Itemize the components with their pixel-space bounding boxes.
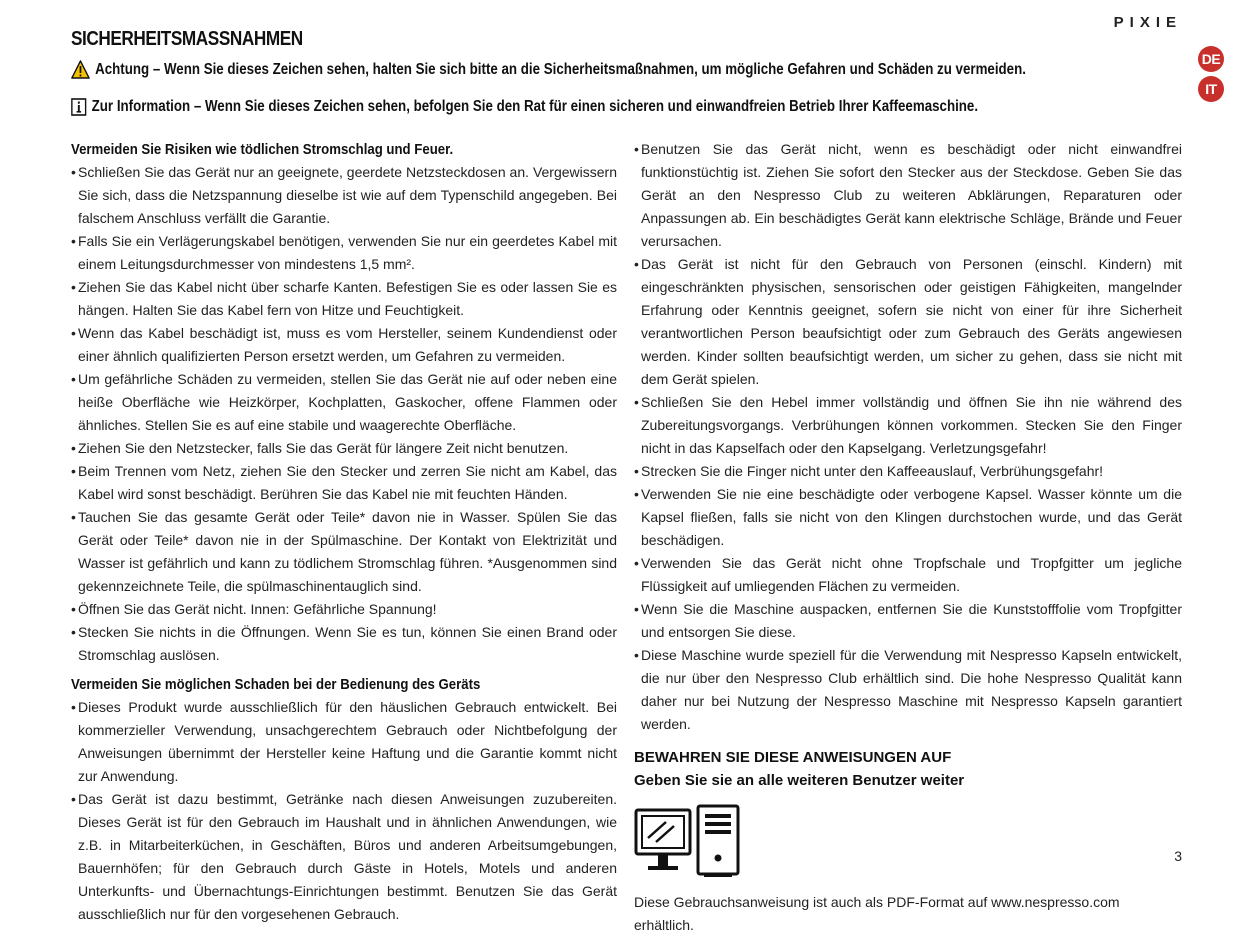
list-item: • Um gefährliche Schäden zu vermeiden, stellen Sie das Gerät nie auf oder neben eine heiße Oberfläche wie Heizkörper, Kochplatten, Gaskocher, offene Flammen oder ähnliches. Stellen Sie es auf eine stabile und waagerechte Oberfläche.	[71, 368, 617, 437]
left-column	[71, 138, 617, 926]
list-item: • Verwenden Sie nie eine beschädigte oder verbogene Kapsel. Wasser könnte um die Kapsel fließen, falls sie nicht von den Klingen durchstochen wurde, und das Gerät beschädigen.	[634, 483, 1182, 552]
language-badge-de: DE	[1198, 46, 1224, 72]
damage-list	[71, 696, 617, 926]
warning-notice	[71, 60, 1026, 79]
list-item: • Stecken Sie nichts in die Öffnungen. Wenn Sie es tun, können Sie einen Brand oder Stromschlag auslösen.	[71, 621, 617, 667]
list-item: • Diese Maschine wurde speziell für die Verwendung mit Nespresso Kapseln entwickelt, die nur über den Nespresso Club erhältlich sind. Die hohe Nespresso Qualität kann daher nur bei Nutzung der Nespresso Maschine mit Nespresso Kapseln garantiert werden.	[634, 644, 1182, 736]
list-item: • Ziehen Sie das Kabel nicht über scharfe Kanten. Befestigen Sie es oder lassen Sie es hängen. Halten Sie das Kabel fern von Hitze und Feuchtigkeit.	[71, 276, 617, 322]
info-icon	[71, 98, 86, 116]
risk-list	[71, 161, 617, 667]
usage-list	[634, 138, 1182, 736]
page-title: SICHERHEITSMASSNAHMEN	[71, 28, 303, 50]
keep-instructions	[634, 746, 1182, 792]
language-badge-it: IT	[1198, 76, 1224, 102]
pdf-availability-note: Diese Gebrauchsanweisung ist auch als PDF-Format auf www.nespresso.com erhältlich.	[634, 894, 1120, 933]
list-item: • Das Gerät ist dazu bestimmt, Getränke nach diesen Anweisungen zuzubereiten. Dieses Gerät ist für den Gebrauch im Haushalt und in ähnlichen Anwendungen, wie z.B. in Mitarbeiterküchen, in Geschäften, Büros und anderen Arbeitsumgebungen, Bauernhöfen; für den Gebrauch durch Gäste in Hotels, Motels und anderen Unterkunfts- und Übernachtungs-Einrichtungen bestimmt. Benutzen Sie das Gerät ausschließlich nur für den vorgesehenen Gebrauch.	[71, 788, 617, 926]
section-heading-risks: Vermeiden Sie Risiken wie tödlichen Stromschlag und Feuer.	[71, 141, 454, 158]
warning-icon	[71, 60, 90, 79]
info-notice-text: Zur Information – Wenn Sie dieses Zeichen sehen, befolgen Sie den Rat für einen sicheren und einwandfreien Betrieb Ihrer Kaffeemaschine.	[91, 98, 979, 115]
list-item: • Benutzen Sie das Gerät nicht, wenn es beschädigt oder nicht einwandfrei funktionstüchtig ist. Ziehen Sie sofort den Stecker aus der Steckdose. Geben Sie das Gerät an den Nespresso Club zu weiteren Abklärungen, Reparaturen oder Anpassungen ab. Ein beschädigtes Gerät kann elektrische Schläge, Brände und Feuer verursachen.	[634, 138, 1182, 253]
brand-logo: PIXIE	[1113, 14, 1182, 31]
list-item: • Falls Sie ein Verlägerungskabel benötigen, verwenden Sie nur ein geerdetes Kabel mit einem Leitungsdurchmesser von mindestens 1,5 mm².	[71, 230, 617, 276]
list-item: • Schließen Sie das Gerät nur an geeignete, geerdete Netzsteckdosen an. Vergewissern Sie sich, dass die Netzspannung dieselbe ist wie auf dem Typenschild angegeben. Bei falschem Anschluss verfällt die Garantie.	[71, 161, 617, 230]
list-item: • Ziehen Sie den Netzstecker, falls Sie das Gerät für längere Zeit nicht benutzen.	[71, 437, 617, 460]
warning-notice-text: Achtung – Wenn Sie dieses Zeichen sehen, halten Sie sich bitte an die Sicherheitsmaßnahmen, um mögliche Gefahren und Schäden zu vermeiden.	[95, 60, 1026, 78]
list-item: • Beim Trennen vom Netz, ziehen Sie den Stecker und zerren Sie nicht am Kabel, das Kabel wird sonst beschädigt. Berühren Sie das Kabel nie mit feuchten Händen.	[71, 460, 617, 506]
list-item: • Wenn Sie die Maschine auspacken, entfernen Sie die Kunststofffolie vom Tropfgitter und entsorgen Sie diese.	[634, 598, 1182, 644]
list-item: • Tauchen Sie das gesamte Gerät oder Teile* davon nie in Wasser. Spülen Sie das Gerät oder Teile* davon nie in der Spülmaschine. Der Kontakt von Elektrizität und Wasser ist gefährlich und kann zu tödlichem Stromschlag führen. *Ausgenommen sind gekennzeichnete Teile, die spülmaschinentauglich sind.	[71, 506, 617, 598]
list-item: • Dieses Produkt wurde ausschließlich für den häuslichen Gebrauch entwickelt. Bei kommerzieller Verwendung, unsachgerechtem Gebrauch oder Nichtbefolgung der Anweisungen übernimmt der Hersteller keine Haftung und die Garantie kommt nicht zur Anwendung.	[71, 696, 617, 788]
list-item: • Das Gerät ist nicht für den Gebrauch von Personen (einschl. Kindern) mit eingeschränkten physischen, sensorischen oder geistigen Fähigkeiten, mangelnder Erfahrung oder Kenntnis geeignet, sofern sie nicht von einer für ihre Sicherheit verantwortlichen Person beaufsichtigt oder zum Gebrauch des Geräts angewiesen werden. Kinder sollten beaufsichtigt werden, um sicher zu gehen, dass sie nicht mit dem Gerät spielen.	[634, 253, 1182, 391]
list-item: • Schließen Sie den Hebel immer vollständig und öffnen Sie ihn nie während des Zubereitungsvorgangs. Verbrühungen können vorkommen. Stecken Sie den Finger nicht in das Kapselfach oder den Kapselgang. Verletzungsgefahr!	[634, 391, 1182, 460]
list-item: • Öffnen Sie das Gerät nicht. Innen: Gefährliche Spannung!	[71, 598, 617, 621]
list-item: • Verwenden Sie das Gerät nicht ohne Tropfschale und Tropfgitter um jegliche Flüssigkeit auf umliegenden Flächen zu vermeiden.	[634, 552, 1182, 598]
keep-instructions-title: BEWAHREN SIE DIESE ANWEISUNGEN AUF	[634, 749, 952, 766]
section-heading-damage: Vermeiden Sie möglichen Schaden bei der Bedienung des Geräts	[71, 676, 481, 693]
page-number: 3	[1174, 848, 1182, 864]
right-column	[634, 138, 1182, 937]
computer-icon	[634, 804, 1182, 885]
list-item: • Wenn das Kabel beschädigt ist, muss es vom Hersteller, seinem Kundendienst oder einer ähnlich qualifizierten Person ersetzt werden, um Gefahren zu vermeiden.	[71, 322, 617, 368]
info-notice	[71, 98, 978, 116]
keep-instructions-subtitle: Geben Sie sie an alle weiteren Benutzer weiter	[634, 772, 965, 789]
list-item: • Strecken Sie die Finger nicht unter den Kaffeeauslauf, Verbrühungsgefahr!	[634, 460, 1182, 483]
